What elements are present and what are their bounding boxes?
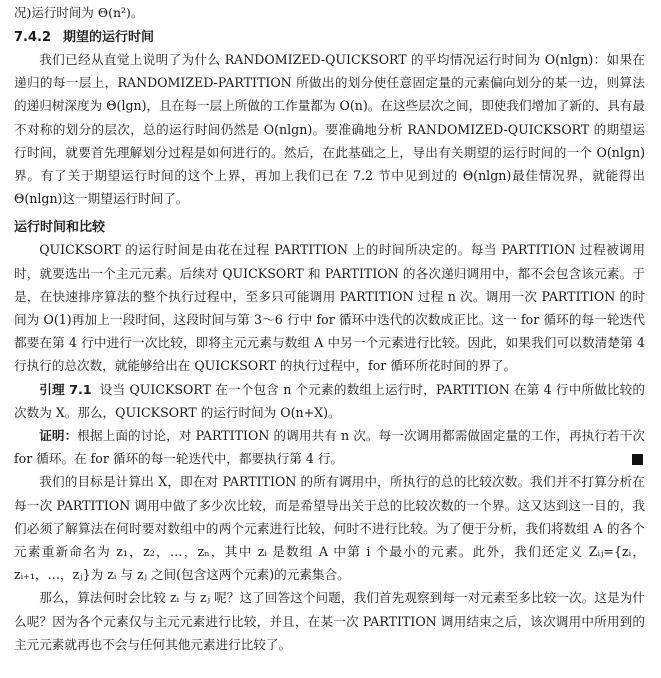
paragraph-when-compare: 那么，算法何时会比较 zᵢ 与 zⱼ 呢？这了回答这个问题，我们首先观察到每一对元素至多比较一次。这是为什么呢？因为各个元素仅与主元元素进行比较，并且，在某一次 PARTITION 调用结束之后，该次调用中所用到的主元元素就再也不会与任何其他元素进行比较了。 — [14, 590, 645, 652]
paragraph-intuition: 我们已经从直觉上说明了为什么 RANDOMIZED-QUICKSORT 的平均情况运行时间为 O(nlgn)：如果在递归的每一层上，RANDOMIZED-PARTITION 所做出的划分使任意固定量的元素偏向划分的某一边，则算法的递归树深度为 Θ(lgn)，且在每一层上所做的工作量都为 O(n)。在这些层次之间，即使我们增加了新的、具有最不对称的划分的层次，总的运行时间仍然是 O(nlgn)。要准确地分析 RANDOMIZED-QUICKSORT 的期望运行时间，就要首先理解划分过程是如何进行的。然后，在此基础之上，导出有关期望的运行时间的一个 O(nlgn)界。有了关于期望运行时间的这个上界，再加上我们已在 7.2 节中见到过的 Θ(nlgn)最佳情况界，就能得出 Θ(nlgn)这一期望运行时间了。 — [14, 52, 645, 207]
continued-line: 况)运行时间为 Θ(n²)。 — [14, 5, 144, 20]
proof-label: 证明： — [39, 428, 78, 444]
paragraph-running-time: QUICKSORT 的运行时间是由花在过程 PARTITION 上的时间所决定的。每当 PARTITION 过程被调用时，就要选出一个主元元素。后续对 QUICKSORT 和 PARTITION 的各次递归调用中，都不会包含该元素。于是，在快速排序算法的整个执行过程中，至多只可能调用 PARTITION 过程 n 次。调用一次 PARTITION 的时间为 O(1)再加上一段时间，这段时间与第 3～6 行中 for 循环中迭代的次数成正比。这一 for 循环的每一轮迭代都要在第 4 行中进行一次比较，即将主元元素与数组 A 中另一个元素进行比较。因此，如果我们可以数清楚第 4 行执行的总次数，就能够给出在 QUICKSORT 的执行过程中，for 循环所花时间的界了。 — [14, 242, 645, 374]
lemma-text: 设当 QUICKSORT 在一个包含 n 个元素的数组上运行时，PARTITION 在第 4 行中所做比较的次数为 X。那么，QUICKSORT 的运行时间为 O(n+X)。 — [14, 381, 645, 420]
lemma-label: 引理 7.1 — [39, 381, 92, 397]
proof-text: 根据上面的讨论，对 PARTITION 的调用共有 n 次。每一次调用都需做固定量的工作，再执行若干次 for 循环。在 for 循环的每一轮迭代中，都要执行第 4 行。 — [14, 428, 646, 467]
section-title: 期望的运行时间 — [63, 30, 155, 45]
paragraph-goal: 我们的目标是计算出 X，即在对 PARTITION 的所有调用中，所执行的总的比较次数。我们并不打算分析在每一次 PARTITION 调用中做了多少次比较，而是希望导出关于总的比较次数的一个界。这又达到这一目的，我们必须了解算法在何时要对数组中的两个元素进行比较，何时不进行比较。为了便于分析，我们将数组 A 的各个元素重新命名为 z₁，z₂，…，zₙ，其中 zᵢ 是数组 A 中第 i 个最小的元素。此外，我们还定义 Zᵢⱼ={zᵢ，zᵢ₊₁，…，zⱼ}为 zᵢ 与 zⱼ 之间(包含这两个元素)的元素集合。 — [14, 474, 645, 583]
subsection-heading: 运行时间和比较 — [14, 220, 106, 236]
section-heading — [14, 28, 645, 48]
lemma-7-1 — [14, 378, 645, 424]
proof — [14, 424, 645, 470]
section-number: 7.4.2 — [14, 30, 52, 45]
qed-square-icon — [632, 454, 643, 465]
